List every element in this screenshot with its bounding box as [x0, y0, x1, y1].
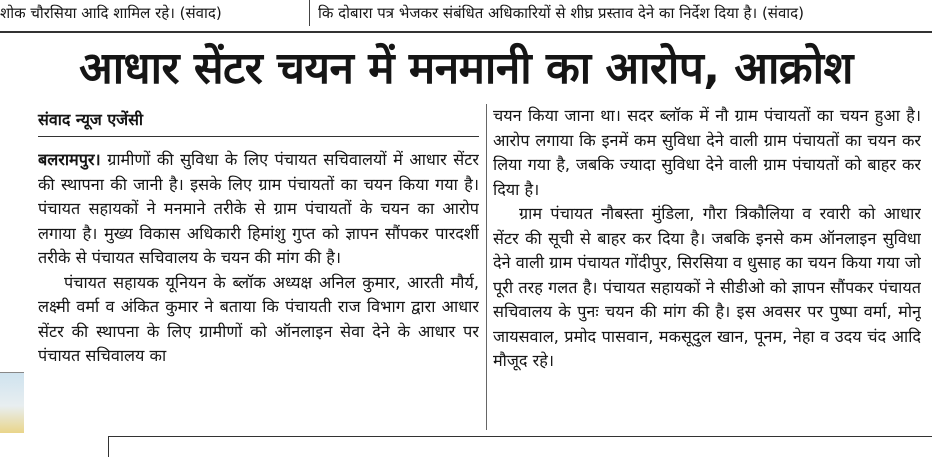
byline: संवाद न्यूज एजेंसी: [38, 110, 144, 129]
byline-rule: [38, 136, 479, 137]
column-divider-top: [309, 0, 310, 26]
previous-story-tail-right: कि दोबारा पत्र भेजकर संबंधित अधिकारियों से शीघ्र प्रस्ताव देने का निर्देश दिया है। (संवाद): [318, 4, 804, 22]
paragraph-4: ग्राम पंचायत नौबस्ता मुंडिला, गौरा त्रिकौलिया व रवारी को आधार सेंटर की सूची से बाहर कर दिया है। जबकि इनसे कम ऑनलाइन सुविधा देने वाली ग्राम पंचायत गोंदीपुर, सिरसिया व धुसाह का चयन किया गया जो पूरी तरह गलत है। पंचायत सहायकों ने सीडीओ को ज्ञापन सौंपकर पंचायत सचिवालय के पुनः चयन की मांग की है। इस अवसर पर पुष्पा वर्मा, मोनू जायसवाल, प्रमोद पासवान, मकसूदुल खान, पूनम, नेहा व उदय चंद आदि मौजूद रहे।: [493, 204, 921, 370]
article-column-right: [493, 104, 921, 428]
column-divider: [486, 104, 487, 430]
previous-story-tail-left: शोक चौरसिया आदि शामिल रहे। (संवाद): [0, 4, 222, 22]
headline: आधार सेंटर चयन में मनमानी का आरोप, आक्रोश: [79, 43, 853, 94]
adjacent-photo-edge: [0, 372, 24, 433]
paragraph-2: पंचायत सहायक यूनियन के ब्लॉक अध्यक्ष अनिल कुमार, आरती मौर्य, लक्ष्मी वर्मा व अंकित कुमार ने बताया कि पंचायती राज विभाग द्वारा आधार सेंटर की स्थापना के लिए ग्रामीणों को ऑनलाइन सेवा देने के आधार पर पंचायत सचिवालय का: [38, 272, 479, 365]
dateline: बलरामपुर।: [38, 150, 101, 169]
story-separator-rule: [0, 31, 932, 33]
article-column-left: [38, 148, 479, 428]
paragraph-1: [38, 148, 479, 271]
next-story-box-edge: [108, 436, 932, 457]
paragraph-3: चयन किया जाना था। सदर ब्लॉक में नौ ग्राम पंचायतों का चयन हुआ है। आरोप लगाया कि इनमें कम सुविधा देने वाली ग्राम पंचायतों का चयन कर लिया गया है, जबकि ज्यादा सुविधा देने वाली ग्राम पंचायतों को बाहर कर दिया है।: [493, 106, 921, 199]
paragraph-1-text: ग्रामीणों की सुविधा के लिए पंचायत सचिवालयों में आधार सेंटर की स्थापना की जानी है। इसके लिए ग्राम पंचायतों का चयन किया गया है। पंचायत सहायकों ने मनमाने तरीके से ग्राम पंचायतों के चयन का आरोप लगाया है। मुख्य विकास अधिकारी हिमांशु गुप्त को ज्ञापन सौंपकर पारदर्शी तरीके से पंचायत सचिवालय के चयन की मांग की है।: [38, 150, 479, 267]
